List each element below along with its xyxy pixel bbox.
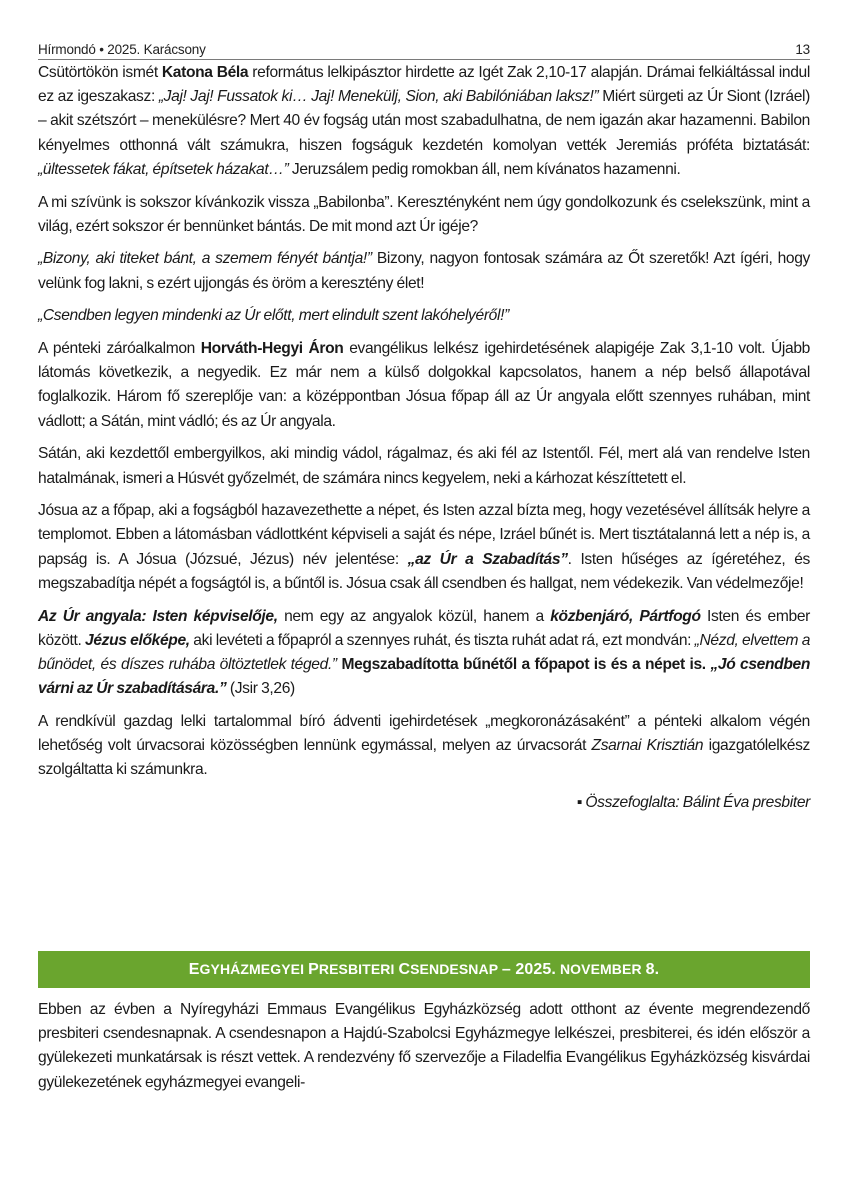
paragraph: Az Úr angyala: Isten képviselője, nem egy az angyalok közül, hanem a közbenjáró, Pártfogó Isten és ember között. Jézus előképe, aki levéteti a főpapról a szennyes ruhát, és tiszta ruhát adat rá, ezt mondván: „Nézd, elvettem a bűnödet, és díszes ruhába öltöztetlek téged.” Megszabadította bűnétől a főpapot is és a népet is. „Jó csendben várni az Úr szabadítására.” (Jsir 3,26) [38, 607, 811, 698]
running-header [38, 38, 810, 60]
page-number: 13 [795, 42, 810, 57]
article-body [38, 61, 810, 815]
paragraph: Ebben az évben a Nyíregyházi Emmaus Evangélikus Egyházközség adott otthont az évente megrendezendő presbiteri csendesnapnak. A csendesnapon a Hajdú-Szabolcsi Egyházmegye lelkészei, presbiterei, és idén először a gyülekezeti munkatársak is részt vettek. A rendezvény fő szervezője a Filadelfia Evangélikus Egyházközség kisvárdai gyülekezetének egyházmegyei evangeli- [38, 1001, 810, 1091]
paragraph: A pénteki záróalkalmon Horváth-Hegyi Áron evangélikus lelkész igehirdetésének alapigéje Zak 3,1-10 volt. Újabb látomás következik, a negyedik. Ez már nem a külső dolgokkal kapcsolatos, hanem a nép belső állapotával foglalkozik. Három fő szereplője van: a középpontban Jósua főpap áll az Úr angyala előtt szennyes ruhában, mint vádlott; a Sátán, mint vádló; és az Úr angyala. [38, 340, 810, 430]
paragraph: Csütörtökön ismét Katona Béla református lelkipásztor hirdette az Igét Zak 2,10-17 alapján. Drámai felkiáltással indul ez az igeszakasz: „Jaj! Jaj! Fussatok ki… Jaj! Menekülj, Sion, aki Babilóniában laksz!” Miért sürgeti az Úr Siont (Izráel) – akit szétszórt – menekülésre? Mert 40 év fogság után most szabadulhatna, de nem igazán akar hazamenni. Babilon kényelmes otthonná vált számukra, hiszen fogságuk kezdetén komolyan vették Jeremiás próféta biztatását: „ültessetek fákat, építsetek házakat…” Jeruzsálem pedig romokban áll, nem kívánatos hazamenni. [38, 64, 810, 178]
section-heading-bar [38, 951, 810, 988]
paragraph: Sátán, aki kezdettől embergyilkos, aki mindig vádol, rágalmaz, és aki fél az Istentől. Fél, mert alá van rendelve Isten hatalmának, ismeri a Húsvét győzelmét, de számára nincs kegyelem, neki a kárhozat készíttetett el. [38, 445, 810, 487]
paragraph: „Bizony, aki titeket bánt, a szemem fényét bántja!” Bizony, nagyon fontosak számára az Őt szeretők! Azt ígéri, hogy velünk fog lakni, s ezért ujjongás és öröm a keresztény élet! [38, 250, 811, 292]
paragraph: A rendkívül gazdag lelki tartalommal bíró ádventi igehirdetések „megkoronázásaként” a pénteki alkalom végén lehetőség volt úrvacsorai közösségben lennünk egymással, melyen az úrvacsorát Zsarnai Krisztián igazgatólelkész szolgáltatta ki számunkra. [38, 712, 810, 779]
paragraph: Jósua az a főpap, aki a fogságból hazavezethette a népet, és Isten azzal bízta meg, hogy vezetésével állítsák helyre a templomot. Ebben a látomásban vádlottként képviseli a saját és népe, Izráel bűnét is. Mert tisztátalanná lett a nép is, a papság is. A Jósua (Józsué, Jézus) név jelentése: „az Úr a Szabadítás”. Isten hűséges az ígéretéhez, és megszabadítja népét a fogságtól is, a bűntől is. Jósua csak áll csendben és hallgat, nem védekezik. Van védelmezője! [38, 502, 810, 592]
paragraph: „Csendben legyen mindenki az Úr előtt, mert elindult szent lakóhelyéről!” [38, 307, 509, 325]
article-signature: ▪ Összefoglalta: Bálint Éva presbiter [576, 793, 810, 811]
section-heading: EGYHÁZMEGYEI PRESBITERI CSENDESNAP – 2025. NOVEMBER 8. [188, 960, 660, 978]
publication-title: Hírmondó • 2025. Karácsony [38, 42, 206, 57]
page [38, 38, 811, 1091]
section-body [38, 998, 810, 1103]
paragraph: A mi szívünk is sokszor kívánkozik vissza „Babilonba”. Keresztényként nem úgy gondolkozunk és cselekszünk, mint a világ, ezért sokszor ér bennünket bántás. De mit mond azt Úr igéje? [38, 193, 810, 235]
